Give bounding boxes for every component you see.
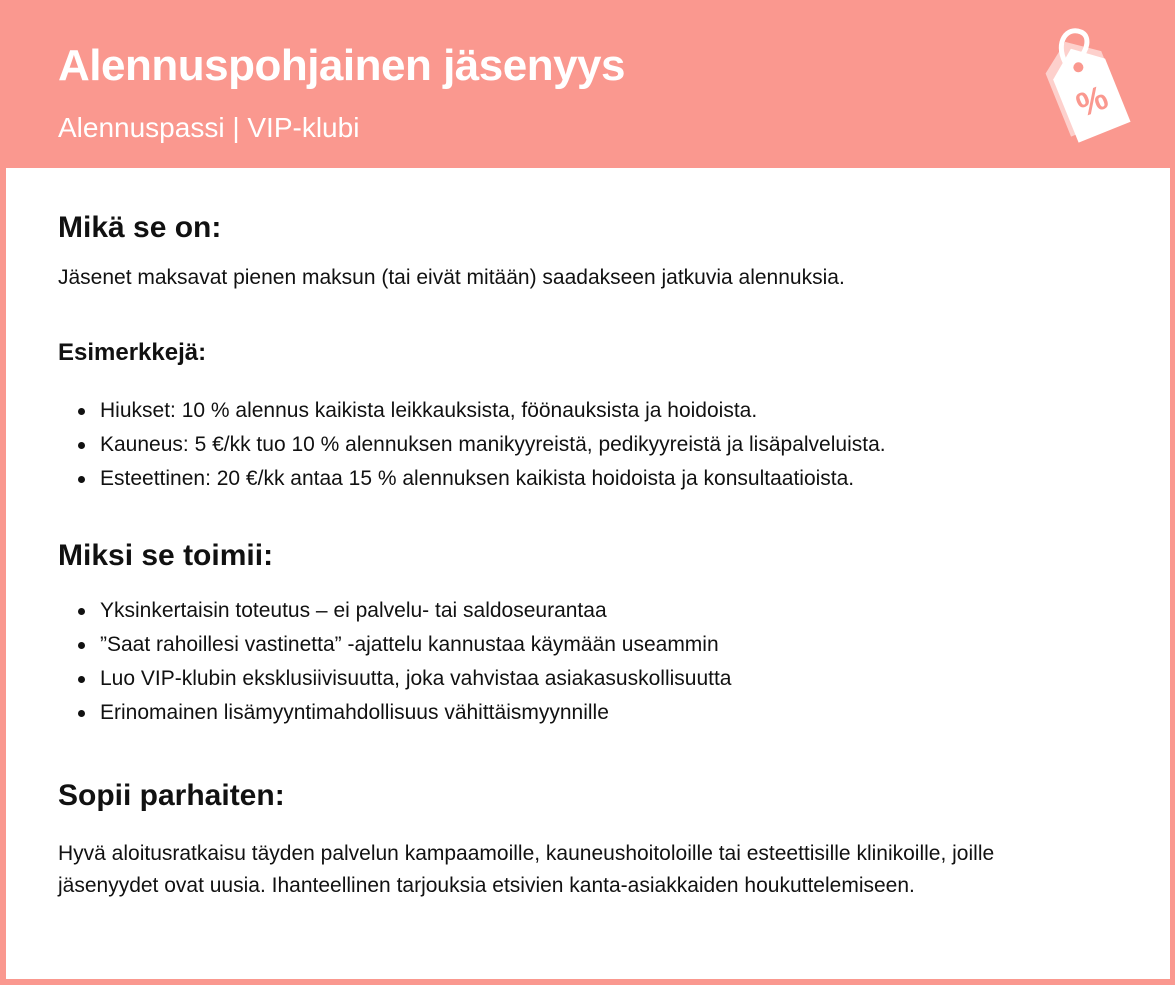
page-title: Alennuspohjainen jäsenyys [58,41,625,90]
list-item: ”Saat rahoillesi vastinetta” -ajattelu kannustaa käymään useammin [58,628,732,662]
list-item: Yksinkertaisin toteutus – ei palvelu- tai saldoseurantaa [58,594,732,628]
what-heading: Mikä se on: [58,211,222,244]
content-panel [6,168,1170,979]
examples-heading: Esimerkkejä: [58,339,207,366]
list-item: Kauneus: 5 €/kk tuo 10 % alennuksen manikyyreistä, pedikyyreistä ja lisäpalveluista. [58,428,886,462]
examples-list [58,394,886,496]
why-heading: Miksi se toimii: [58,539,274,572]
list-item: Hiukset: 10 % alennus kaikista leikkauksista, föönauksista ja hoidoista. [58,394,886,428]
why-list [58,594,732,730]
what-text: Jäsenet maksavat pienen maksun (tai eivät mitään) saadakseen jatkuvia alennuksia. [58,266,845,289]
list-item: Erinomainen lisämyyntimahdollisuus vähittäismyynnille [58,696,732,730]
list-item: Esteettinen: 20 €/kk antaa 15 % alennuksen kaikista hoidoista ja konsultaatioista. [58,462,886,496]
list-item: Luo VIP-klubin eksklusiivisuutta, joka vahvistaa asiakasuskollisuutta [58,662,732,696]
price-tag-percent-icon [1025,22,1135,144]
svg-text:%: % [1071,78,1114,125]
header [0,0,1175,168]
best-fit-heading: Sopii parhaiten: [58,779,285,812]
page-subtitle: Alennuspassi | VIP-klubi [58,112,360,143]
best-fit-text: Hyvä aloitusratkaisu täyden palvelun kampaamoille, kauneushoitoloille tai esteettisille klinikoille, joille jäsenyydet ovat uusia. Ihanteellinen tarjouksia etsivien kanta-asiakkaiden houkuttelemiseen. [58,842,995,897]
